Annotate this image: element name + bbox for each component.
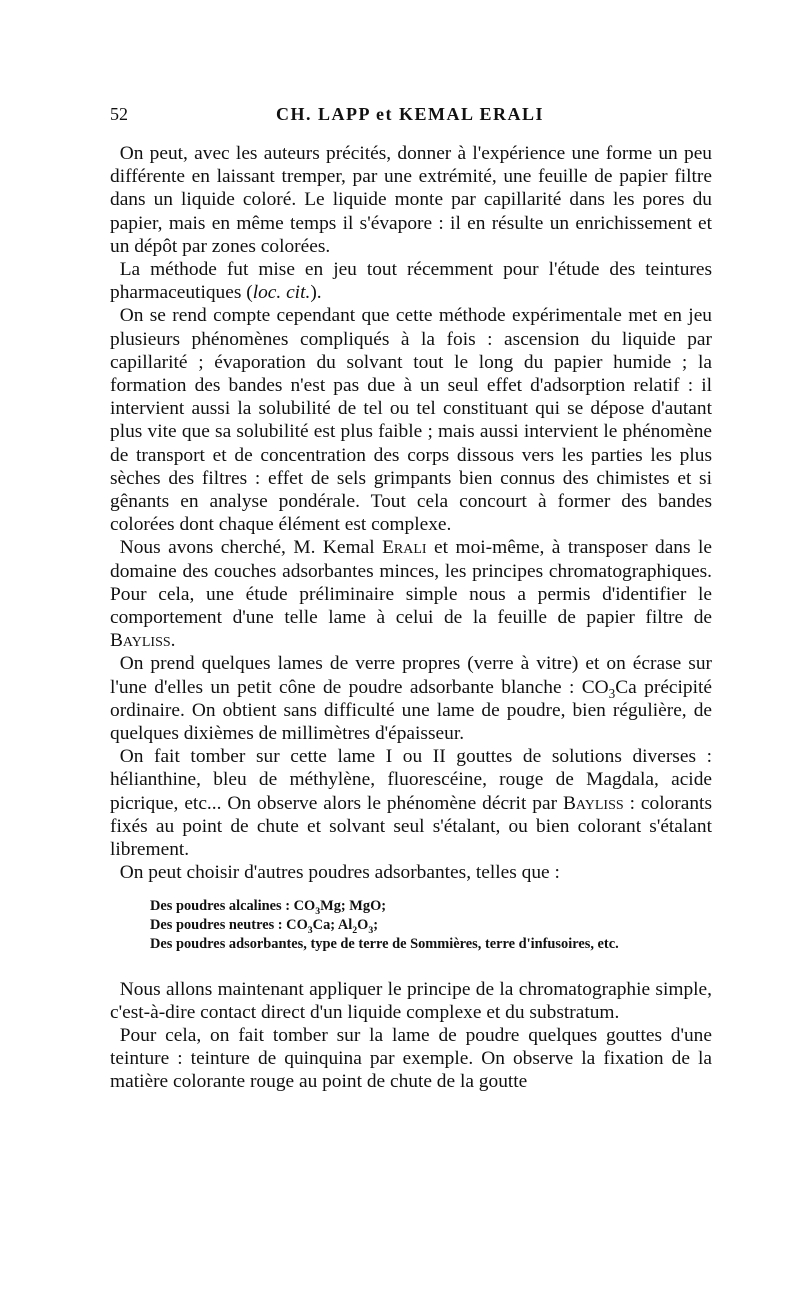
subscript: 2 [352, 924, 358, 936]
page-header [110, 104, 710, 130]
text-run: Nous avons cherché, M. Kemal [119, 537, 383, 559]
author-name: Erali [382, 537, 427, 559]
subscript: 3 [608, 685, 616, 701]
paragraph-9: Pour cela, on fait tomber sur la lame de poudre quelques gouttes d'une teinture : teinture de quinquina par exemple. On observe la fixation de la matière colorante rouge au point de chute de la goutte [110, 1024, 712, 1093]
text-run: O [357, 916, 369, 933]
running-head: CH. LAPP et KEMAL ERALI [275, 104, 544, 124]
list-item [150, 897, 712, 916]
subscript: 3 [307, 924, 313, 936]
text-run: La méthode fut mise en jeu tout récemment pour l'étude des teintures pharmaceutiques ( [110, 259, 712, 304]
text-run: Des poudres alcalines : CO [150, 897, 316, 914]
list-item [150, 916, 712, 935]
author-name: Bayliss [110, 630, 171, 652]
subscript: 3 [368, 924, 374, 936]
paragraph-5 [110, 652, 712, 745]
text-run: Ca; Al [312, 916, 353, 933]
text-run: Ca précipité ordinaire. On obtient sans difficulté une lame de poudre, bien régulière, de quelques dixièmes de millimètres d'épaisseur. [110, 676, 713, 745]
text-run: On prend quelques lames de verre propres (verre à vitre) et on écrase sur l'une d'elles un petit cône de poudre adsorbante blanche : CO [110, 653, 712, 698]
text-run: Mg; MgO; [320, 897, 387, 914]
subscript: 3 [315, 905, 321, 917]
text-run: On fait tomber sur cette lame I ou II gouttes de solutions diverses : hélianthine, bleu de méthylène, fluorescéine, rouge de Magdala, acide picrique, etc... On observe alors le phénomène décrit par [110, 746, 712, 814]
paragraph-6 [110, 745, 712, 861]
text-run: Des poudres neutres : CO [150, 916, 308, 933]
paragraph-8: Nous allons maintenant appliquer le principe de la chromatographie simple, c'est-à-dire contact direct d'un liquide complexe et du substratum. [110, 978, 712, 1023]
text-run: et moi-même, à transposer dans le domaine des couches adsorbantes minces, les principes chromatographiques. Pour cela, une étude préliminaire simple nous a permis d'identifier le comportement d'une telle lame à celui de la feuille de papier filtre de [110, 537, 712, 629]
text-run: : colorants fixés au point de chute et solvant seul s'étalant, ou bien colorant s'étalant librement. [110, 792, 712, 861]
text-run: ). [310, 282, 322, 304]
powder-list [150, 897, 712, 954]
page-number: 52 [110, 104, 128, 124]
paragraph-3: On se rend compte cependant que cette méthode expérimentale met en jeu plusieurs phénomènes compliqués à la fois : ascension du liquide par capillarité ; évaporation du solvant tout le long du papier humide ; la formation des bandes n'est pas due à un seul effet d'adsorption relatif : il intervient aussi la solubilité de tel ou tel constituant qui se dépose d'autant plus vite que sa solubilité est plus faible ; mais aussi intervient le phénomène de transport et de concentration des corps dissous vers les parties les plus sèches des filtres : effet de sels grimpants bien connus des chimistes et si gênants en analyse pondérale. Tout cela concourt à former des bandes colorées dont chaque élément est complexe. [110, 305, 712, 536]
body-text [110, 142, 712, 1094]
author-name: Bayliss [562, 792, 624, 814]
paragraph-2 [110, 258, 712, 304]
paragraph-4 [110, 536, 712, 652]
paragraph-7: On peut choisir d'autres poudres adsorbantes, telles que : [119, 862, 560, 884]
list-item: Des poudres adsorbantes, type de terre de Sommières, terre d'infusoires, etc. [150, 935, 619, 952]
italic-citation: loc. cit. [252, 282, 311, 304]
paragraph-1: On peut, avec les auteurs précités, donner à l'expérience une forme un peu différente en laissant tremper, par une extrémité, une feuille de papier filtre dans un liquide coloré. Le liquide monte par capillarité dans les pores du papier, mais en même temps il s'évapore : il en résulte un enrichissement et un dépôt par zones colorées. [110, 143, 712, 257]
text-run: . [170, 630, 176, 652]
text-run: ; [373, 916, 379, 933]
